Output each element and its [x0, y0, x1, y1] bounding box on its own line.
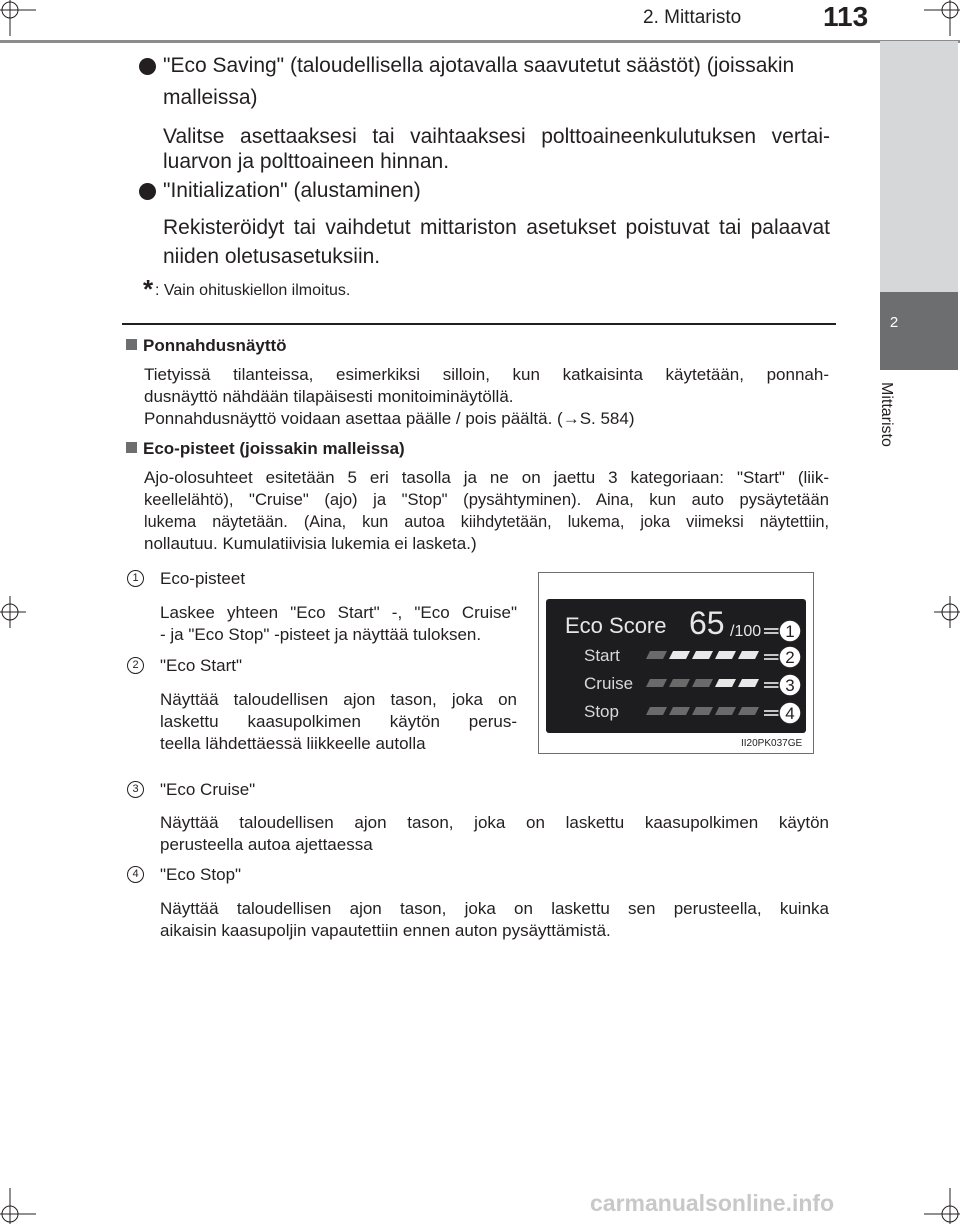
item-number: 1 — [127, 570, 144, 587]
level-segment — [738, 679, 759, 687]
footnote-marker: * — [143, 274, 154, 304]
item-number: 4 — [127, 866, 144, 883]
crop-mark-mid-right — [930, 592, 960, 632]
level-segment — [692, 651, 713, 659]
bullet-desc-line: Valitse asettaaksesi tai vaihtaaksesi polttoaineenkulutuksen vertai- — [163, 125, 830, 148]
level-segment — [669, 679, 690, 687]
crop-mark-mid-left — [0, 592, 30, 632]
section-line: keellelähtö), "Cruise" (ajo) ja "Stop" (pysähtyminen). Aina, kun auto pysäytetään — [144, 490, 829, 509]
level-segments — [646, 651, 759, 715]
chapter-title: 2. Mittaristo — [643, 7, 742, 28]
eco-score-svg — [546, 599, 806, 733]
section-divider — [122, 323, 836, 325]
item-desc-line: aikaisin kaasupoljin vapautettiin ennen auton pysäyttämistä. — [160, 921, 611, 940]
item-desc-line: laskettu kaasupolkimen käytön perus- — [160, 712, 517, 731]
callout-number: 3 — [785, 676, 795, 695]
level-segment — [715, 651, 736, 659]
bullet-desc-line: luarvon ja polttoaineen hinnan. — [163, 150, 450, 173]
callout-number: 4 — [785, 704, 795, 723]
crop-mark-top-right — [920, 0, 960, 40]
bullet-desc-line: Rekisteröidyt tai vaihdetut mittariston asetukset poistuvat tai palaavat — [163, 216, 830, 239]
section-heading — [126, 439, 405, 459]
figure-code: II20PK037GE — [741, 738, 803, 749]
item-desc-line: Näyttää taloudellisen ajon tason, joka on laskettu kaasupolkimen käytön — [160, 813, 829, 832]
item-title: Eco-pisteet — [160, 569, 246, 588]
level-segment — [692, 707, 713, 715]
level-segment — [715, 707, 736, 715]
side-tab-label-wrap — [873, 382, 913, 472]
level-segment — [669, 707, 690, 715]
bullet-dot-icon — [139, 183, 156, 200]
crop-mark-top-left — [0, 0, 40, 40]
section-line: Tietyissä tilanteissa, esimerkiksi silloin, kun katkaisinta käytetään, ponnah- — [144, 365, 829, 384]
crop-mark-bottom-right — [920, 1184, 960, 1224]
level-segment — [738, 707, 759, 715]
square-bullet-icon — [126, 339, 137, 350]
item-number: 3 — [127, 781, 144, 798]
item-title: "Eco Start" — [160, 656, 242, 675]
level-segment — [646, 679, 667, 687]
header-rule — [0, 40, 960, 43]
side-tab-number: 2 — [889, 314, 899, 331]
item-desc-line: - ja "Eco Stop" -pisteet ja näyttää tuloksen. — [160, 625, 482, 644]
callout-number: 1 — [785, 622, 795, 641]
item-desc-line: perusteella autoa ajettaessa — [160, 835, 373, 854]
level-segment — [715, 679, 736, 687]
bullet-title: "Eco Saving" (taloudellisella ajotavalla saavutetut säästöt) (joissakin — [163, 54, 795, 77]
row-label-start: Start — [584, 646, 620, 665]
level-segment — [646, 651, 667, 659]
row-label-cruise: Cruise — [584, 674, 634, 693]
level-segment — [738, 651, 759, 659]
item-desc-line: Näyttää taloudellisen ajon tason, joka on — [160, 690, 517, 709]
item-title: "Eco Stop" — [160, 865, 242, 884]
item-desc-line: teella lähdettäessä liikkeelle autolla — [160, 734, 426, 753]
callouts — [764, 620, 801, 724]
section-heading-text: Eco-pisteet (joissakin malleissa) — [143, 439, 405, 458]
section-line: Ajo-olosuhteet esitetään 5 eri tasolla ja ne on jaettu 3 kategoriaan: "Start" (liik- — [144, 468, 829, 487]
item-title: "Eco Cruise" — [160, 780, 256, 799]
page-number: 113 — [823, 1, 869, 32]
watermark: carmanualsonline.info — [590, 1190, 835, 1216]
row-label-stop: Stop — [584, 702, 619, 721]
section-line: dusnäyttö nähdään tilapäisesti monitoiminäytöllä. — [144, 387, 514, 406]
level-segment — [692, 679, 713, 687]
level-segment — [646, 707, 667, 715]
side-tab — [880, 292, 958, 370]
callout-number: 2 — [785, 648, 795, 667]
level-segment — [669, 651, 690, 659]
section-line: lukema näytetään. (Aina, kun autoa kiihdytetään, lukema, joka viimeksi näytettiin, — [144, 513, 829, 531]
bullet-dot-icon — [139, 58, 156, 75]
footnote-text: : Vain ohituskiellon ilmoitus. — [155, 282, 351, 299]
eco-score-display — [546, 599, 806, 733]
eco-score-value: 65 — [689, 605, 725, 641]
square-bullet-icon — [126, 442, 137, 453]
eco-score-title: Eco Score — [565, 613, 667, 638]
bullet-desc-line: niiden oletusasetuksiin. — [163, 245, 381, 268]
side-tab-label: Mittaristo — [878, 382, 895, 447]
bullet-title: "Initialization" (alustaminen) — [163, 179, 421, 202]
section-heading-text: Ponnahdusnäyttö — [143, 336, 287, 355]
bullet-title-cont: malleissa) — [163, 86, 258, 109]
item-number: 2 — [127, 657, 144, 674]
section-heading — [126, 336, 287, 356]
section-line: nollautuu. Kumulatiivisia lukemia ei lasketa.) — [144, 534, 477, 553]
crop-mark-bottom-left — [0, 1184, 40, 1224]
section-line: Ponnahdusnäyttö voidaan asettaa päälle / pois päältä. (→S. 584) — [144, 409, 635, 428]
item-desc-line: Laskee yhteen "Eco Start" -, "Eco Cruise" — [160, 603, 517, 622]
item-desc-line: Näyttää taloudellisen ajon tason, joka on laskettu sen perusteella, kuinka — [160, 899, 829, 918]
eco-score-max: /100 — [730, 623, 762, 640]
side-tab-strip — [880, 41, 958, 292]
